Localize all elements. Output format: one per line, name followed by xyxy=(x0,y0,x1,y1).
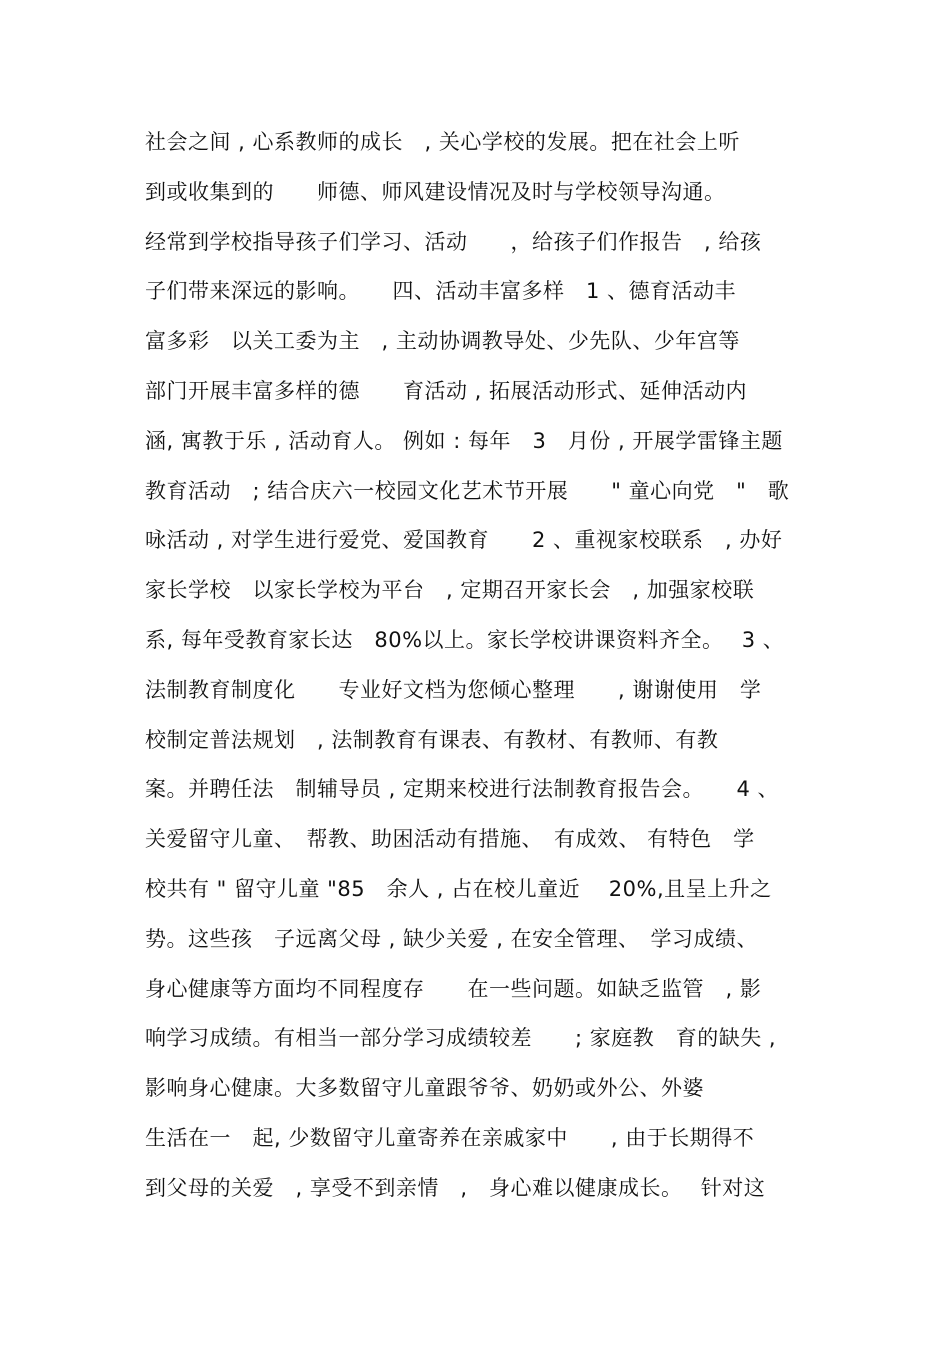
document-body xyxy=(145,123,845,1219)
text-line-15: 关爱留守儿童、 帮教、助困活动有措施、 有成效、 有特色 学 xyxy=(145,827,755,852)
text-line-2: 到或收集到的 师德、师风建设情况及时与学校领导沟通。 xyxy=(145,179,726,204)
text-line-18: 身心健康等方面均不同程度存 在一些问题。如缺乏监管 , 影 xyxy=(145,976,762,1001)
text-line-16: 校共有 " 留守儿童 "85 余人 , 占在校儿童近 20%,且呈上升之 xyxy=(145,876,772,901)
text-line-6: 部门开展丰富多样的德 育活动 , 拓展活动形式、延伸活动内 xyxy=(145,378,748,403)
text-line-10: 家长学校 以家长学校为平台 , 定期召开家长会 , 加强家校联 xyxy=(145,578,755,603)
text-line-19: 响学习成绩。有相当一部分学习成绩较差 ; 家庭教 育的缺失 , xyxy=(145,1026,777,1051)
text-line-3: 经常到学校指导孩子们学习、活动 ，给孩子们作报告 , 给孩 xyxy=(145,229,762,254)
text-line-13: 校制定普法规划 , 法制教育有课表、有教材、有教师、有教 xyxy=(145,727,719,752)
text-line-11: 系, 每年受教育家长达 80%以上。家长学校讲课资料齐全。 3 、 xyxy=(145,627,785,652)
text-line-12: 法制教育制度化 专业好文档为您倾心整理 , 谢谢使用 学 xyxy=(145,677,762,702)
text-line-7: 涵, 寓教于乐 , 活动育人。 例如 : 每年 3 月份 , 开展学雷锋主题 xyxy=(145,428,783,453)
text-line-21: 生活在一 起, 少数留守儿童寄养在亲戚家中 , 由于长期得不 xyxy=(145,1125,755,1150)
text-line-5: 富多彩 以关工委为主 , 主动协调教导处、少先队、少年宫等 xyxy=(145,329,740,354)
text-line-1: 社会之间 , 心系教师的成长 , 关心学校的发展。把在社会上听 xyxy=(145,130,740,154)
text-line-9: 咏活动 , 对学生进行爱党、爱国教育 2 、重视家校联系 , 办好 xyxy=(145,528,783,553)
text-line-20: 影响身心健康。大多数留守儿童跟爷爷、奶奶或外公、外婆 xyxy=(145,1076,704,1101)
text-line-17: 势。这些孩 子远离父母 , 缺少关爱 , 在安全管理、 学习成绩、 xyxy=(145,926,759,951)
text-line-22: 到父母的关爱 , 享受不到亲情 , 身心难以健康成长。 针对这 xyxy=(145,1175,766,1200)
text-line-4: 子们带来深远的影响。 四、活动丰富多样 1 、德育活动丰 xyxy=(145,279,737,304)
text-line-8: 教育活动 ; 结合庆六一校园文化艺术节开展 " 童心向党 " 歌 xyxy=(145,478,790,503)
text-line-14: 案。并聘任法 制辅导员 , 定期来校进行法制教育报告会。 4 、 xyxy=(145,777,780,802)
